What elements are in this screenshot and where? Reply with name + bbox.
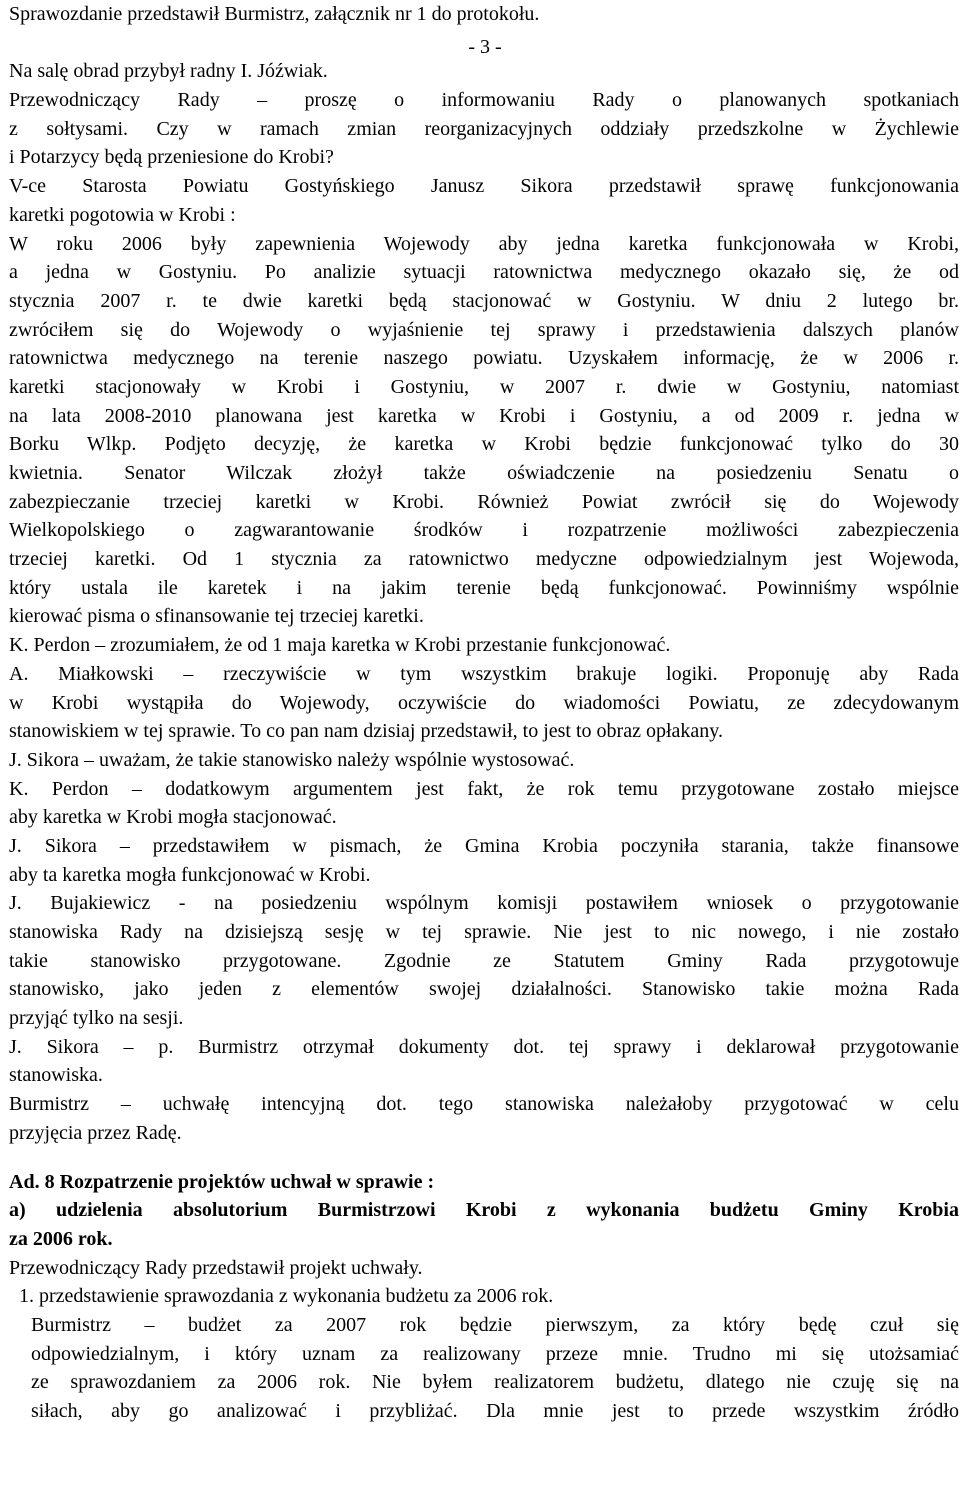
text-line: z sołtysami. Czy w ramach zmian reorganizacyjnych oddziały przedszkolne w Żychlewie — [9, 117, 959, 140]
text-line: zwróciłem się do Wojewody o wyjaśnienie tej sprawy i przedstawienia dalszych planów — [9, 318, 959, 341]
text-line: w Krobi wystąpiła do Wojewody, oczywiście do wiadomości Powiatu, ze zdecydowanym — [9, 691, 959, 714]
section-heading-line: za 2006 rok. — [9, 1227, 113, 1250]
text-line: Burmistrz – budżet za 2007 rok będzie pierwszym, za który będę czuł się — [31, 1313, 959, 1336]
text-line: Przewodniczący Rady – proszę o informowaniu Rady o planowanych spotkaniach — [9, 89, 959, 112]
text-line: a jedna w Gostyniu. Po analizie sytuacji ratownictwa medycznego okazało się, że od — [9, 261, 959, 284]
text-line: 1. przedstawienie sprawozdania z wykonania budżetu za 2006 rok. — [19, 1285, 554, 1308]
text-line: karetki pogotowia w Krobi : — [9, 203, 236, 226]
text-line: na lata 2008-2010 planowana jest karetka w Krobi i Gostyniu, a od 2009 r. jedna w — [9, 404, 959, 427]
text-line: J. Sikora – p. Burmistrz otrzymał dokumenty dot. tej sprawy i deklarował przygotowanie — [9, 1035, 959, 1058]
section-heading-line: a) udzielenia absolutorium Burmistrzowi Krobi z wykonania budżetu Gminy Krobia — [9, 1199, 959, 1222]
text-line: Sprawozdanie przedstawił Burmistrz, załącznik nr 1 do protokołu. — [9, 3, 540, 25]
text-line: przyjąć tylko na sesji. — [9, 1007, 184, 1030]
text-line: stanowiska. — [9, 1064, 103, 1087]
text-line: K. Perdon – dodatkowym argumentem jest fakt, że rok temu przygotowane zostało miejsce — [9, 777, 959, 800]
text-line: odpowiedzialnym, i który uznam za realizowany przeze mnie. Trudno mi się utożsamiać — [31, 1342, 959, 1365]
text-line: J. Bujakiewicz - na posiedzeniu wspólnym komisji postawiłem wniosek o przygotowanie — [9, 892, 959, 915]
text-line: Na salę obrad przybył radny I. Jóźwiak. — [9, 60, 328, 83]
text-line: trzeciej karetki. Od 1 stycznia za ratownictwo medyczne odpowiedzialnym jest Wojewoda, — [9, 548, 959, 571]
text-line: który ustala ile karetek i na jakim terenie będą funkcjonować. Powinniśmy wspólnie — [9, 576, 959, 599]
page-number: - 3 - — [468, 36, 502, 58]
text-line: kierować pisma o sfinansowanie tej trzeciej karetki. — [9, 605, 424, 628]
text-line: karetki stacjonowały w Krobi i Gostyniu, w 2007 r. dwie w Gostyniu, natomiast — [9, 375, 959, 398]
text-line: aby ta karetka mogła funkcjonować w Krobi. — [9, 863, 371, 886]
text-line: Wielkopolskiego o zagwarantowanie środków i rozpatrzenie możliwości zabezpieczenia — [9, 519, 959, 542]
text-line: takie stanowisko przygotowane. Zgodnie ze Statutem Gminy Rada przygotowuje — [9, 949, 959, 972]
text-line: przyjęcia przez Radę. — [9, 1121, 182, 1144]
text-line: stanowisko, jako jeden z elementów swojej działalności. Stanowisko takie można Rada — [9, 978, 959, 1001]
section-heading-line: Ad. 8 Rozpatrzenie projektów uchwał w sprawie : — [9, 1170, 435, 1193]
text-line: stanowiskiem w tej sprawie. To co pan nam dzisiaj przedstawił, to jest to obraz opłakany. — [9, 720, 723, 743]
text-line: kwietnia. Senator Wilczak złożył także oświadczenie na posiedzeniu Senatu o — [9, 462, 959, 484]
text-line: V-ce Starosta Powiatu Gostyńskiego Janusz Sikora przedstawił sprawę funkcjonowania — [9, 175, 959, 198]
text-line: A. Miałkowski – rzeczywiście w tym wszystkim brakuje logiki. Proponuję aby Rada — [9, 662, 959, 685]
text-line: K. Perdon – zrozumiałem, że od 1 maja karetka w Krobi przestanie funkcjonować. — [9, 634, 671, 657]
text-line: ze sprawozdaniem za 2006 rok. Nie byłem realizatorem budżetu, dlatego nie czuję się na — [31, 1371, 959, 1394]
text-line: siłach, aby go analizować i przybliżać. Dla mnie jest to przede wszystkim źródło — [31, 1400, 959, 1422]
text-line: stycznia 2007 r. te dwie karetki będą stacjonować w Gostyniu. W dniu 2 lutego br. — [9, 289, 959, 312]
text-line: aby karetka w Krobi mogła stacjonować. — [9, 806, 337, 829]
text-line: i Potarzycy będą przeniesione do Krobi? — [9, 146, 334, 169]
text-line: zabezpieczanie trzeciej karetki w Krobi. Również Powiat zwrócił się do Wojewody — [9, 490, 959, 513]
text-line: W roku 2006 były zapewnienia Wojewody aby jedna karetka funkcjonowała w Krobi, — [9, 232, 959, 255]
text-line: Burmistrz – uchwałę intencyjną dot. tego stanowiska należałoby przygotować w celu — [9, 1093, 959, 1116]
text-line: ratownictwa medycznego na terenie naszego powiatu. Uzyskałem informację, że w 2006 r. — [9, 347, 959, 370]
document-page — [9, 0, 959, 1426]
text-line: stanowiska Rady na dzisiejszą sesję w tej sprawie. Nie jest to nic nowego, i nie zostało — [9, 921, 959, 943]
text-line: Przewodniczący Rady przedstawił projekt uchwały. — [9, 1256, 423, 1279]
text-line: Borku Wlkp. Podjęto decyzję, że karetka w Krobi będzie funkcjonować tylko do 30 — [9, 433, 959, 456]
text-line: J. Sikora – przedstawiłem w pismach, że Gmina Krobia poczyniła starania, także finansowe — [9, 834, 959, 857]
section-gap — [9, 1148, 959, 1168]
text-line: J. Sikora – uważam, że takie stanowisko należy wspólnie wystosować. — [9, 748, 575, 771]
document-body — [9, 0, 959, 1426]
